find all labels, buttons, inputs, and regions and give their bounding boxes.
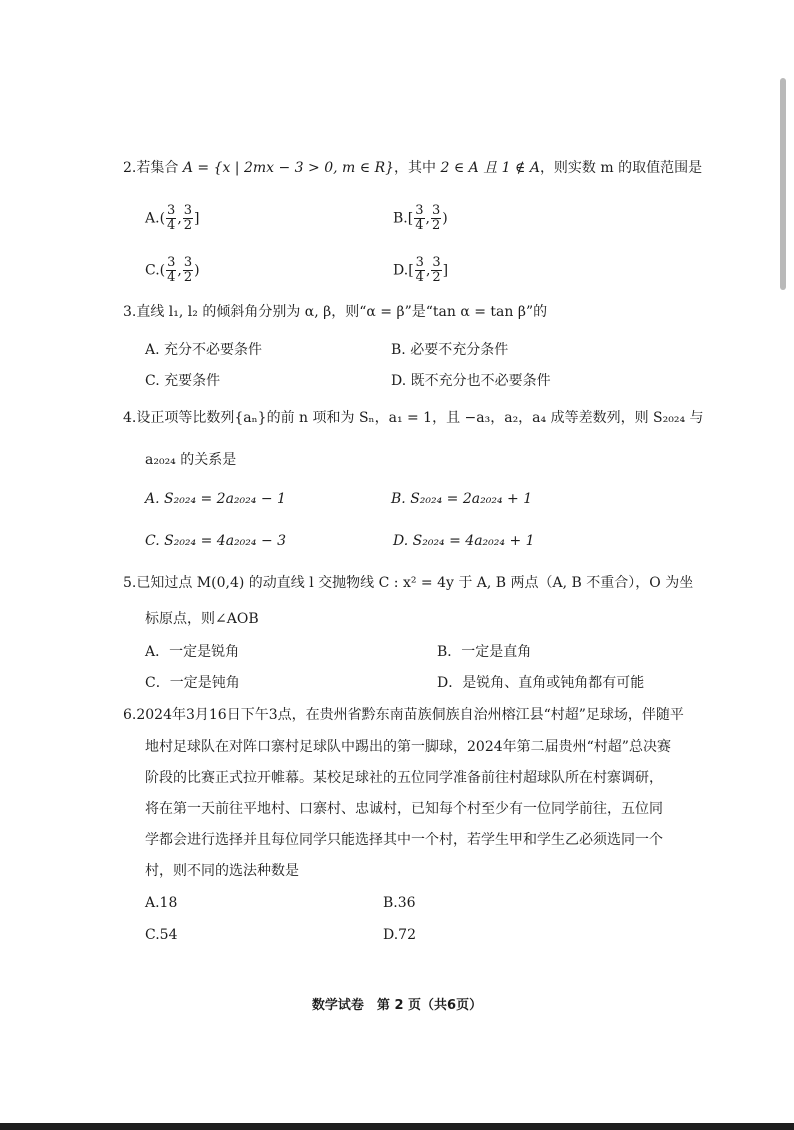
- option-d: D.[ $\frac{3}{4}$ , $\frac{3}{2}$ ]: [393, 255, 449, 285]
- stem-text: 设正项等比数列{aₙ}的前 n 项和为 Sₙ，a₁ = 1，且 −a₃，a₂，a₄ 成等差数列，则 S₂₀₂₄ 与: [136, 410, 704, 426]
- bracket-open: [: [408, 262, 414, 279]
- question-number: 2.: [123, 160, 137, 176]
- bracket-open: [: [407, 210, 414, 227]
- option-a: A.( $\frac{3}{4}$ , $\frac{3}{2}$ ]: [145, 203, 200, 233]
- vertical-scrollbar[interactable]: [780, 78, 786, 290]
- numerator: 3: [183, 203, 193, 218]
- numerator: 3: [431, 203, 441, 218]
- fraction: [415, 256, 425, 285]
- bracket-open: (: [159, 210, 166, 227]
- option-c: C．一定是钝角: [145, 675, 240, 691]
- stem-text: 2024年3月16日下午3点，在贵州省黔东南苗族侗族自治州榕江县“村超”足球场，伴随平: [136, 707, 684, 723]
- question-4-stem: [123, 408, 704, 428]
- bracket-close: ): [442, 210, 448, 227]
- fraction: [183, 204, 193, 233]
- question-6-line: 阶段的比赛正式拉开帷幕。某校足球社的五位同学准备前往村超球队所在村寨调研，: [145, 770, 663, 786]
- option-d: D.72: [383, 927, 416, 943]
- option-a: A. S₂₀₂₄ = 2a₂₀₂₄ − 1: [145, 491, 286, 507]
- option-d: D. 既不充分也不必要条件: [391, 373, 551, 389]
- fraction: [414, 204, 424, 233]
- option-b: B. S₂₀₂₄ = 2a₂₀₂₄ + 1: [391, 491, 533, 507]
- bracket-close: ): [194, 262, 200, 279]
- numerator: 3: [183, 255, 193, 270]
- option-c: C.( $\frac{3}{4}$ , $\frac{3}{2}$ ): [145, 255, 200, 285]
- bottom-divider: [0, 1123, 794, 1130]
- option-b: B. 必要不充分条件: [391, 342, 509, 358]
- option-d: D．是锐角、直角或钝角都有可能: [437, 675, 645, 691]
- numerator: 3: [167, 255, 176, 270]
- question-6-line: 村，则不同的选法种数是: [145, 863, 299, 879]
- denominator: 2: [431, 218, 441, 233]
- question-5-stem-continued: 标原点，则∠AOB: [145, 611, 259, 627]
- stem-text: ，则实数 m 的取值范围是: [539, 160, 703, 176]
- question-number: 4.: [123, 410, 137, 426]
- page-footer: 数学试卷 第 2 页（共6页）: [311, 998, 483, 1013]
- math-condition: 2 ∈ A 且 1 ∉ A: [440, 160, 540, 176]
- option-label: A.: [145, 210, 160, 227]
- question-number: 5.: [123, 575, 137, 591]
- bracket-close: ]: [442, 262, 449, 279]
- denominator: 4: [167, 270, 176, 285]
- math-set-definition: A = {x | 2mx − 3 > 0, m ∈ R}: [182, 160, 395, 176]
- question-6-line: 学都会进行选择并且每位同学只能选择其中一个村，若学生甲和学生乙必须选同一个: [145, 832, 663, 848]
- denominator: 4: [415, 270, 424, 285]
- question-6-stem: [123, 705, 684, 725]
- stem-text: 已知过点 M(0,4) 的动直线 l 交抛物线 C : x² = 4y 于 A, B 两点（A, B 不重合），O 为坐: [136, 575, 694, 591]
- bracket-open: (: [159, 262, 166, 279]
- question-4-stem-continued: a₂₀₂₄ 的关系是: [145, 452, 237, 468]
- denominator: 4: [415, 218, 424, 233]
- option-a: A．一定是锐角: [145, 644, 240, 660]
- option-c: C.54: [145, 927, 178, 943]
- option-d: D. S₂₀₂₄ = 4a₂₀₂₄ + 1: [393, 533, 535, 549]
- numerator: 3: [167, 203, 176, 218]
- numerator: 3: [432, 255, 441, 270]
- numerator: 3: [415, 255, 424, 270]
- option-a: A. 充分不必要条件: [145, 342, 263, 358]
- option-b: B.[ $\frac{3}{4}$ , $\frac{3}{2}$ ): [393, 203, 448, 233]
- question-6-line: 地村足球队在对阵口寨村足球队中踢出的第一脚球，2024年第二届贵州“村超”总决赛: [145, 739, 671, 755]
- option-label: C.: [145, 262, 160, 279]
- denominator: 4: [167, 218, 176, 233]
- denominator: 2: [183, 270, 193, 285]
- option-c: C. 充要条件: [145, 373, 221, 389]
- question-number: 6.: [123, 707, 137, 723]
- denominator: 2: [183, 218, 193, 233]
- fraction: [183, 256, 193, 285]
- fraction: [431, 256, 441, 285]
- option-b: B.36: [383, 895, 416, 911]
- fraction: [431, 204, 441, 233]
- option-a: A.18: [145, 895, 178, 911]
- option-label: D.: [393, 262, 409, 279]
- stem-text: ，其中: [394, 160, 441, 176]
- denominator: 2: [432, 270, 441, 285]
- option-label: B.: [393, 210, 408, 227]
- stem-text: 直线 l₁, l₂ 的倾斜角分别为 α, β，则“α = β”是“tan α = tan β”的: [136, 304, 548, 320]
- option-c: C. S₂₀₂₄ = 4a₂₀₂₄ − 3: [145, 533, 287, 549]
- question-5-stem: [123, 573, 693, 593]
- question-3-stem: [123, 302, 547, 322]
- fraction: [166, 204, 176, 233]
- question-2-stem: [123, 158, 702, 178]
- fraction: [166, 256, 176, 285]
- numerator: 3: [415, 203, 424, 218]
- option-b: B．一定是直角: [437, 644, 532, 660]
- bracket-close: ]: [194, 210, 200, 227]
- question-number: 3.: [123, 304, 137, 320]
- stem-text: 若集合: [136, 160, 183, 176]
- question-6-line: 将在第一天前往平地村、口寨村、忠诚村，已知每个村至少有一位同学前往，五位同: [145, 801, 663, 817]
